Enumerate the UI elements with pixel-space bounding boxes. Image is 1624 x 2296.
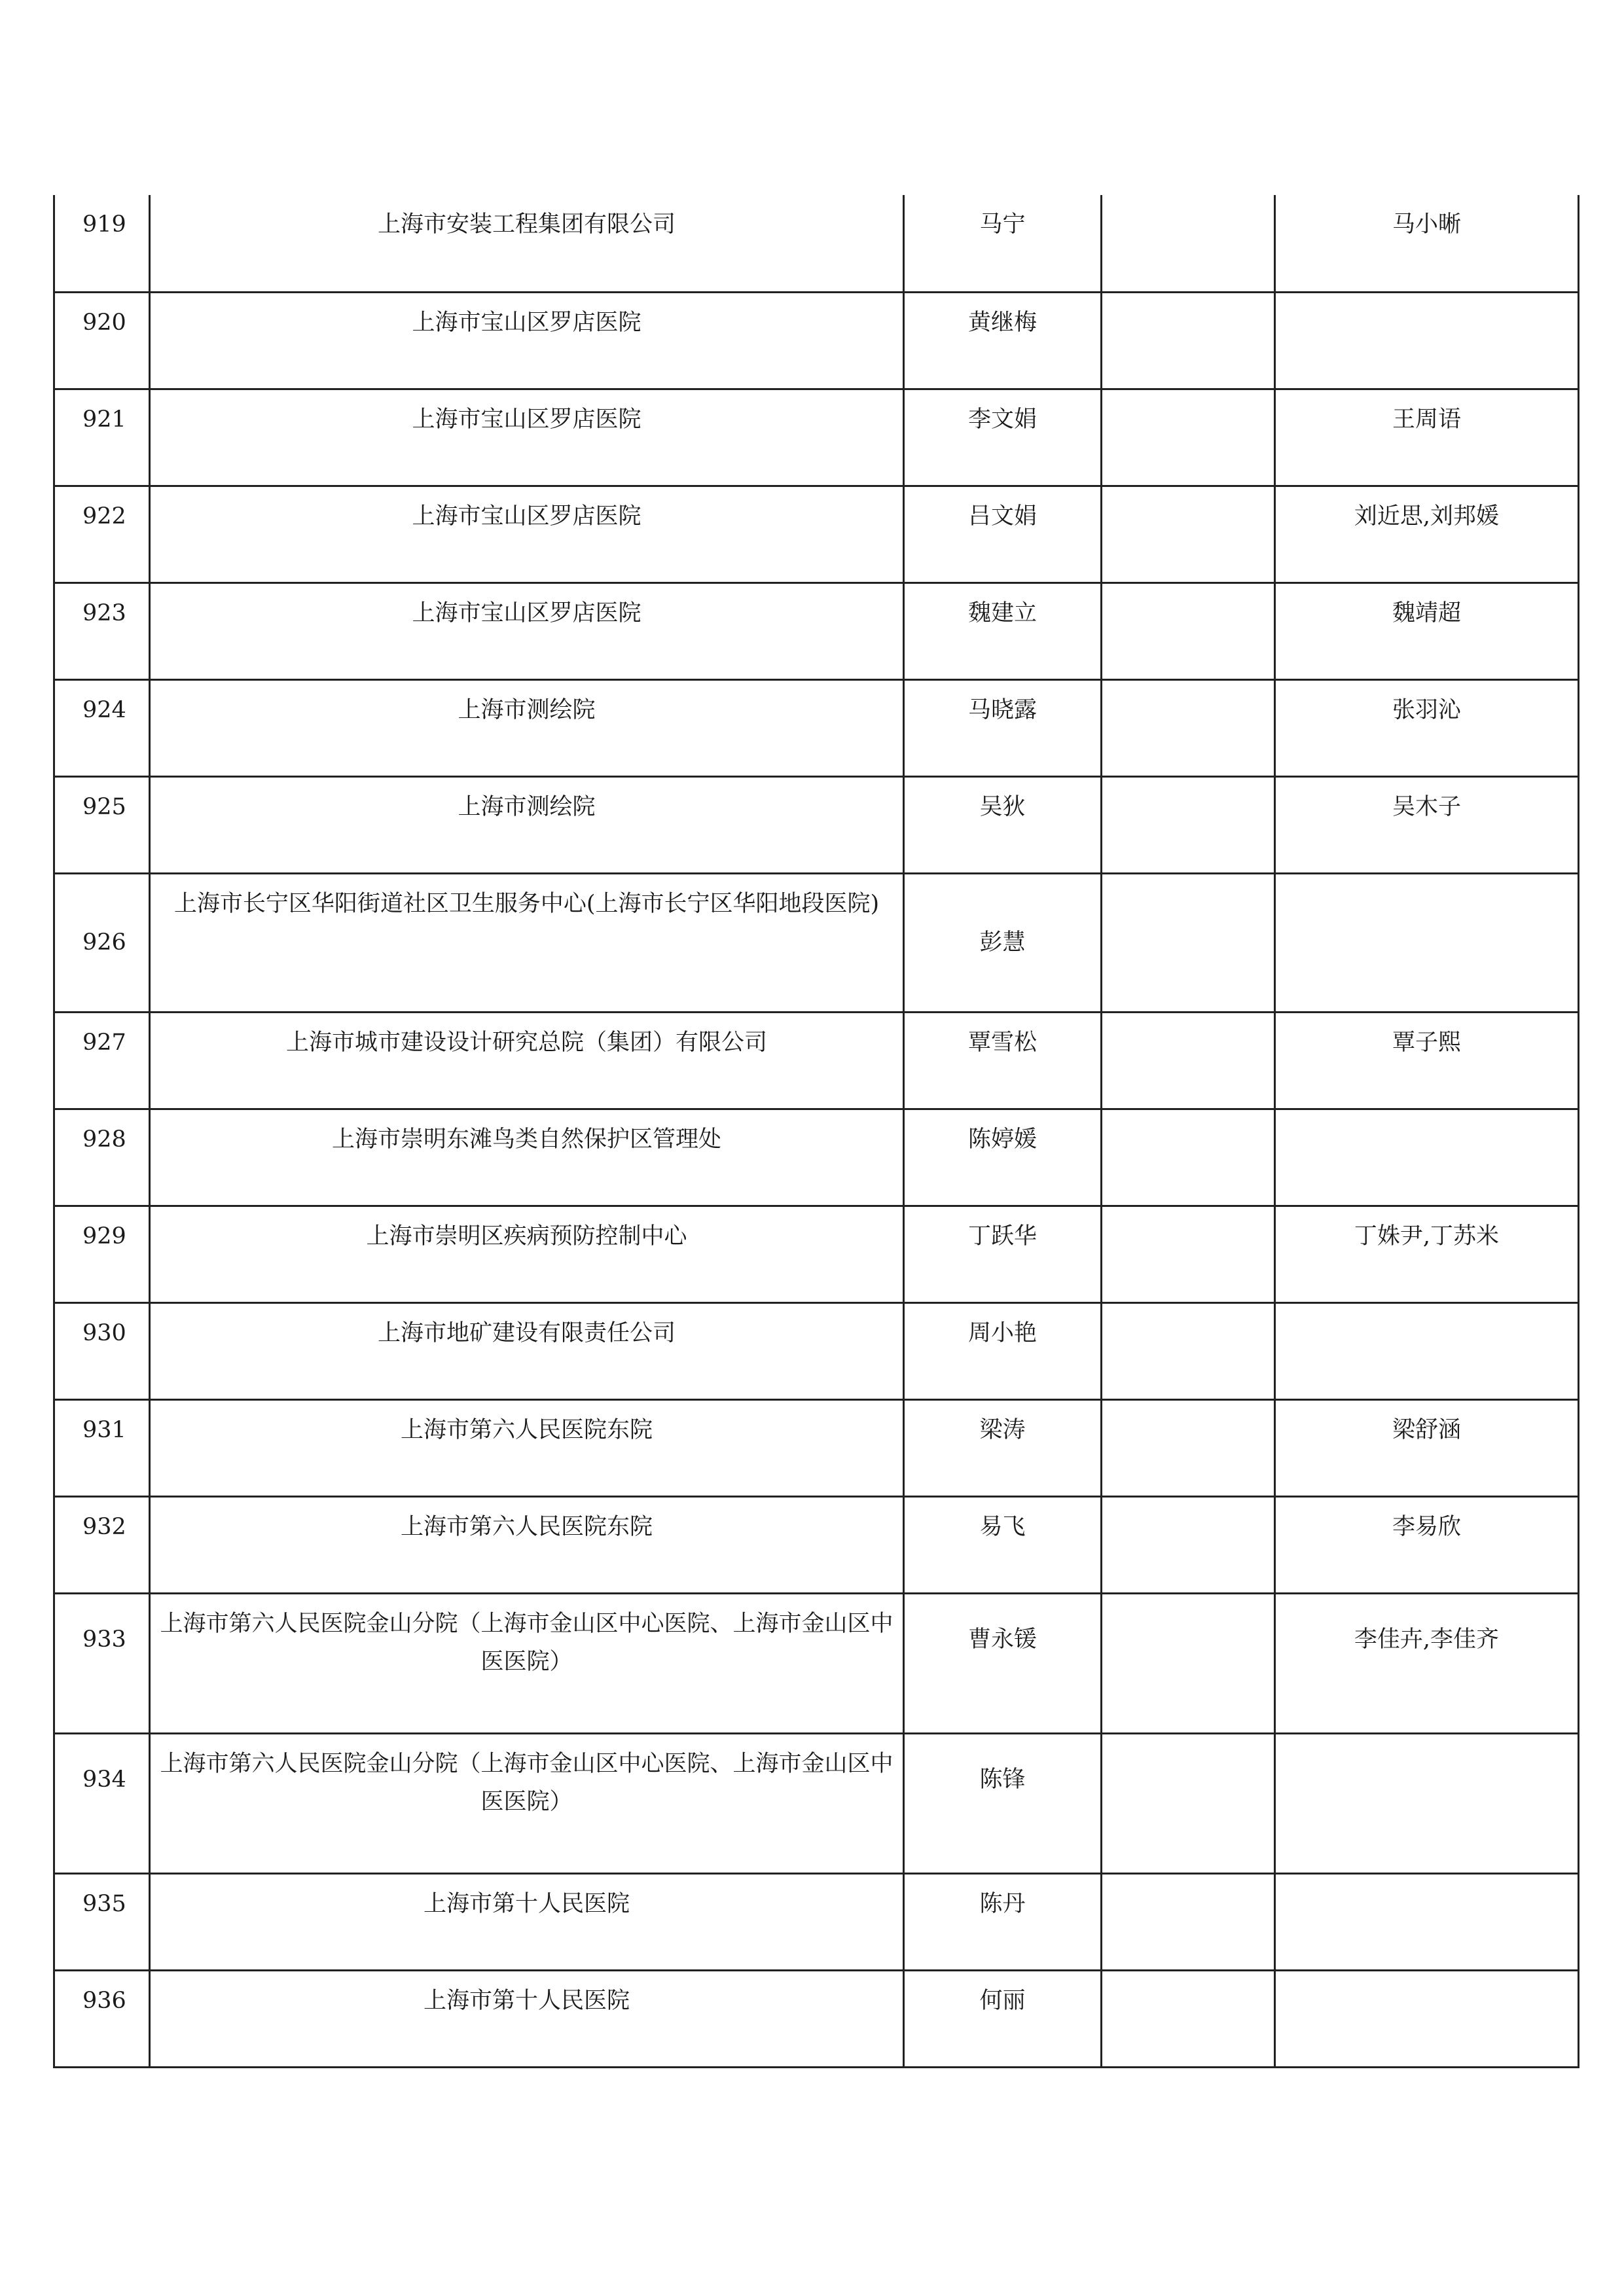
person-name: 曹永锾 (904, 1593, 1102, 1733)
unit-name: 上海市宝山区罗店医院 (150, 292, 904, 389)
blank-cell (1102, 1970, 1275, 2067)
children-names (1275, 292, 1579, 389)
unit-name: 上海市长宁区华阳街道社区卫生服务中心(上海市长宁区华阳地段医院) (150, 873, 904, 1012)
blank-cell (1102, 679, 1275, 776)
row-number: 929 (54, 1206, 150, 1302)
row-number: 932 (54, 1496, 150, 1593)
table-body (54, 195, 1579, 2067)
table-row (54, 1399, 1579, 1496)
children-names: 吴木子 (1275, 776, 1579, 873)
row-number: 931 (54, 1399, 150, 1496)
children-names: 丁姝尹,丁苏米 (1275, 1206, 1579, 1302)
person-name: 陈丹 (904, 1873, 1102, 1970)
person-name: 马宁 (904, 195, 1102, 292)
row-number: 920 (54, 292, 150, 389)
table-row (54, 1970, 1579, 2067)
unit-name: 上海市第六人民医院金山分院（上海市金山区中心医院、上海市金山区中医医院） (150, 1593, 904, 1733)
blank-cell (1102, 1109, 1275, 1206)
blank-cell (1102, 486, 1275, 583)
person-name: 陈婷媛 (904, 1109, 1102, 1206)
children-names: 刘近思,刘邦媛 (1275, 486, 1579, 583)
children-names (1275, 1302, 1579, 1399)
person-name: 魏建立 (904, 583, 1102, 679)
table-row (54, 1593, 1579, 1733)
unit-name: 上海市崇明区疾病预防控制中心 (150, 1206, 904, 1302)
table-row (54, 1109, 1579, 1206)
unit-name: 上海市城市建设设计研究总院（集团）有限公司 (150, 1012, 904, 1109)
blank-cell (1102, 583, 1275, 679)
blank-cell (1102, 292, 1275, 389)
person-name: 易飞 (904, 1496, 1102, 1593)
blank-cell (1102, 1012, 1275, 1109)
row-number: 927 (54, 1012, 150, 1109)
table-row (54, 486, 1579, 583)
unit-name: 上海市第六人民医院东院 (150, 1399, 904, 1496)
table-row (54, 195, 1579, 292)
person-name: 陈锋 (904, 1733, 1102, 1873)
person-name: 李文娟 (904, 389, 1102, 486)
unit-name: 上海市第六人民医院东院 (150, 1496, 904, 1593)
table-row (54, 1012, 1579, 1109)
row-number: 921 (54, 389, 150, 486)
row-number: 933 (54, 1593, 150, 1733)
table-row (54, 679, 1579, 776)
children-names: 梁舒涵 (1275, 1399, 1579, 1496)
blank-cell (1102, 1206, 1275, 1302)
unit-name: 上海市宝山区罗店医院 (150, 486, 904, 583)
blank-cell (1102, 1593, 1275, 1733)
children-names (1275, 873, 1579, 1012)
person-name: 梁涛 (904, 1399, 1102, 1496)
children-names (1275, 1733, 1579, 1873)
children-names: 王周语 (1275, 389, 1579, 486)
children-names: 李佳卉,李佳齐 (1275, 1593, 1579, 1733)
person-name: 吕文娟 (904, 486, 1102, 583)
children-names: 马小晰 (1275, 195, 1579, 292)
blank-cell (1102, 873, 1275, 1012)
unit-name: 上海市第十人民医院 (150, 1970, 904, 2067)
unit-name: 上海市宝山区罗店医院 (150, 583, 904, 679)
row-number: 930 (54, 1302, 150, 1399)
row-number: 936 (54, 1970, 150, 2067)
unit-name: 上海市测绘院 (150, 679, 904, 776)
row-number: 923 (54, 583, 150, 679)
children-names: 魏靖超 (1275, 583, 1579, 679)
children-names (1275, 1970, 1579, 2067)
row-number: 922 (54, 486, 150, 583)
row-number: 924 (54, 679, 150, 776)
unit-name: 上海市地矿建设有限责任公司 (150, 1302, 904, 1399)
blank-cell (1102, 776, 1275, 873)
person-name: 丁跃华 (904, 1206, 1102, 1302)
row-number: 934 (54, 1733, 150, 1873)
unit-name: 上海市第六人民医院金山分院（上海市金山区中心医院、上海市金山区中医医院） (150, 1733, 904, 1873)
unit-name: 上海市测绘院 (150, 776, 904, 873)
person-name: 吴狄 (904, 776, 1102, 873)
registry-table (53, 195, 1579, 2068)
unit-name: 上海市宝山区罗店医院 (150, 389, 904, 486)
children-names (1275, 1109, 1579, 1206)
blank-cell (1102, 1873, 1275, 1970)
table-row (54, 873, 1579, 1012)
person-name: 周小艳 (904, 1302, 1102, 1399)
table-row (54, 1873, 1579, 1970)
blank-cell (1102, 1302, 1275, 1399)
table-row (54, 389, 1579, 486)
unit-name: 上海市崇明东滩鸟类自然保护区管理处 (150, 1109, 904, 1206)
person-name: 何丽 (904, 1970, 1102, 2067)
table-row (54, 1733, 1579, 1873)
person-name: 马晓露 (904, 679, 1102, 776)
blank-cell (1102, 1733, 1275, 1873)
table-row (54, 583, 1579, 679)
children-names: 张羽沁 (1275, 679, 1579, 776)
table-row (54, 1206, 1579, 1302)
row-number: 926 (54, 873, 150, 1012)
row-number: 928 (54, 1109, 150, 1206)
row-number: 919 (54, 195, 150, 292)
person-name: 黄继梅 (904, 292, 1102, 389)
children-names (1275, 1873, 1579, 1970)
blank-cell (1102, 1399, 1275, 1496)
table-row (54, 292, 1579, 389)
unit-name: 上海市第十人民医院 (150, 1873, 904, 1970)
blank-cell (1102, 195, 1275, 292)
table-row (54, 776, 1579, 873)
person-name: 彭慧 (904, 873, 1102, 1012)
table-row (54, 1496, 1579, 1593)
row-number: 925 (54, 776, 150, 873)
children-names: 李易欣 (1275, 1496, 1579, 1593)
blank-cell (1102, 1496, 1275, 1593)
row-number: 935 (54, 1873, 150, 1970)
children-names: 覃子熙 (1275, 1012, 1579, 1109)
unit-name: 上海市安装工程集团有限公司 (150, 195, 904, 292)
person-name: 覃雪松 (904, 1012, 1102, 1109)
table-row (54, 1302, 1579, 1399)
blank-cell (1102, 389, 1275, 486)
